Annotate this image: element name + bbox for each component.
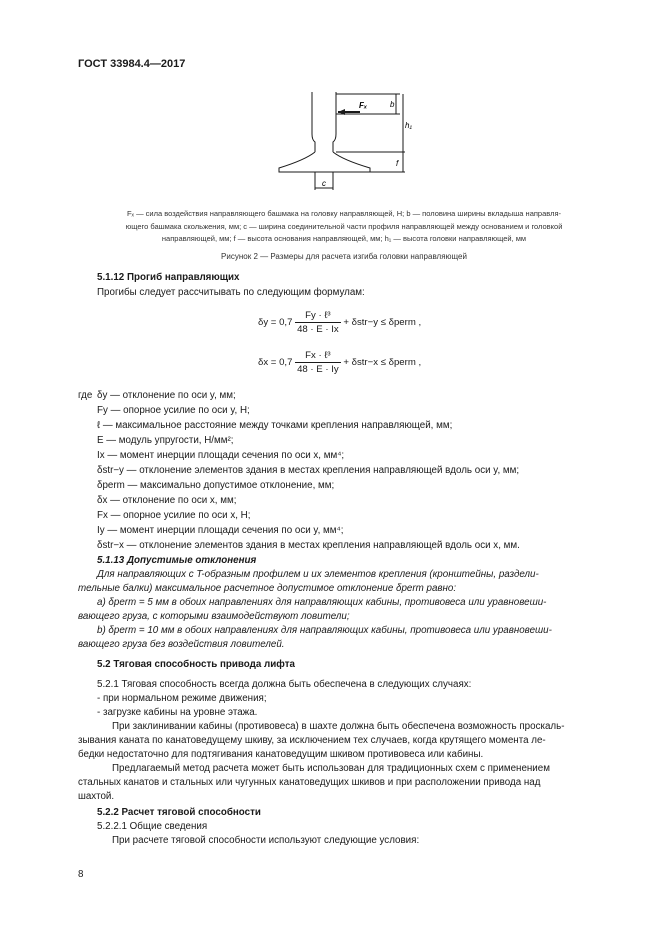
item-a-line2: вающего груза, с которыми взаимодействуют ловители; [78,611,350,622]
item-b-line1: b) δperm = 10 мм в обоих направлениях для направляющих кабины, противовеса или уравновеши- [97,625,552,636]
section-5-1-13-p1: Для направляющих с T-образным профилем и их элементов крепления (кронштейны, раздели- [97,569,539,580]
def-item: ℓ — максимальное расстояние между точками крепления направляющей, мм; [97,420,453,431]
item-b-line2: вающего груза без воздействия ловителей. [78,639,285,650]
section-5-1-12-heading: 5.1.12 Прогиб направляющих [97,272,240,283]
dim-b-label: b [390,100,395,109]
def-item: E — модуль упругости, Н/мм²; [97,435,234,446]
rail-head [312,92,315,152]
figure-caption: Рисунок 2 — Размеры для расчета изгиба головки направляющей [221,252,467,261]
rail-profile-figure [265,88,425,200]
def-item: Fy — опорное усилие по оси y, Н; [97,405,250,416]
list-item: - загрузке кабины на уровне этажа. [97,707,258,718]
def-item: δperm — максимально допустимое отклонение, мм; [97,480,335,491]
def-item: Iy — момент инерции площади сечения по оси y, мм⁴; [97,525,344,536]
where-label: где [78,390,93,401]
para-jamming-l2: зывания каната по канатоведущему шкиву, за исключением тех случаев, когда крутящего момента ле- [78,735,546,746]
para-method-l1: Предлагаемый метод расчета может быть использован для традиционных схем с применением [112,763,550,774]
formula-delta-x: δx = 0,7 $\frac{\text{Fx · ℓ³}}{48 \cdot E \cdot Iy}$ + δstr−x ≤ δperm , [258,350,422,375]
section-5-2-1: 5.2.1 Тяговая способность всегда должна быть обеспечена в следующих случаях: [97,679,472,690]
para-method-l3: шахтой. [78,791,115,802]
section-5-2-2-heading: 5.2.2 Расчет тяговой способности [97,807,261,818]
last-paragraph: При расчете тяговой способности используют следующие условия: [112,835,420,846]
para-jamming-l3: бедки недостаточно для подтягивания канатоведущим шкивом противовеса или кабины. [78,749,484,760]
def-item: Ix — момент инерции площади сечения по оси x, мм⁴; [97,450,345,461]
rail-base [279,152,370,172]
list-item: - при нормальном режиме движения; [97,693,267,704]
item-a-line1: a) δperm = 5 мм в обоих направлениях для направляющих кабины, противовеса или уравновеши- [97,597,547,608]
dim-c-label: c [322,179,326,188]
dim-f-label: f [396,159,399,168]
formula-delta-y: δy = 0,7 $\frac{\text{Fy · ℓ³}}{48 \cdot E \cdot Ix}$ + δstr−y ≤ δperm , [258,310,422,335]
def-item: δstr−x — отклонение элементов здания в местах крепления направляющей вдоль оси x, мм. [97,540,520,551]
def-item: δstr−y — отклонение элементов здания в местах крепления направляющей вдоль оси y, мм; [97,465,520,476]
section-5-1-12-intro: Прогибы следует рассчитывать по следующим формулам: [97,287,365,298]
section-5-2-2-1: 5.2.2.1 Общие сведения [97,821,208,832]
para-method-l2: стальных канатов и стальных или чугунных канатоведущих шкивов и при расположении привода над [78,777,541,788]
para-jamming-l1: При заклинивании кабины (противовеса) в шахте должна быть обеспечена возможность проскаль- [112,721,565,732]
section-5-1-13-p2: тельные балки) максимальное расчетное допустимое отклонение δperm равно: [78,583,457,594]
def-item: Fx — опорное усилие по оси x, Н; [97,510,251,521]
figure-legend: Fₓ — сила воздействия направляющего башмака на головку направляющей, Н; b — половина ширины вкладыша направля- ющего башмака скольжения, мм; c — ширина соединительной части профиля направляющей между основанием и головкой направляющей, мм; f — высота основания направляющей, мм; h₁ — высота головки направляющей, мм [125,209,563,243]
section-5-2-heading: 5.2 Тяговая способность привода лифта [97,659,295,670]
force-label: Fₓ [359,101,368,110]
def-item: δx — отклонение по оси x, мм; [97,495,237,506]
def-item: δy — отклонение по оси y, мм; [97,390,236,401]
dim-h1-label: h₁ [405,121,412,130]
document-header: ГОСТ 33984.4—2017 [78,58,186,70]
page-number: 8 [78,869,84,880]
section-5-1-13-heading: 5.1.13 Допустимые отклонения [97,555,257,566]
